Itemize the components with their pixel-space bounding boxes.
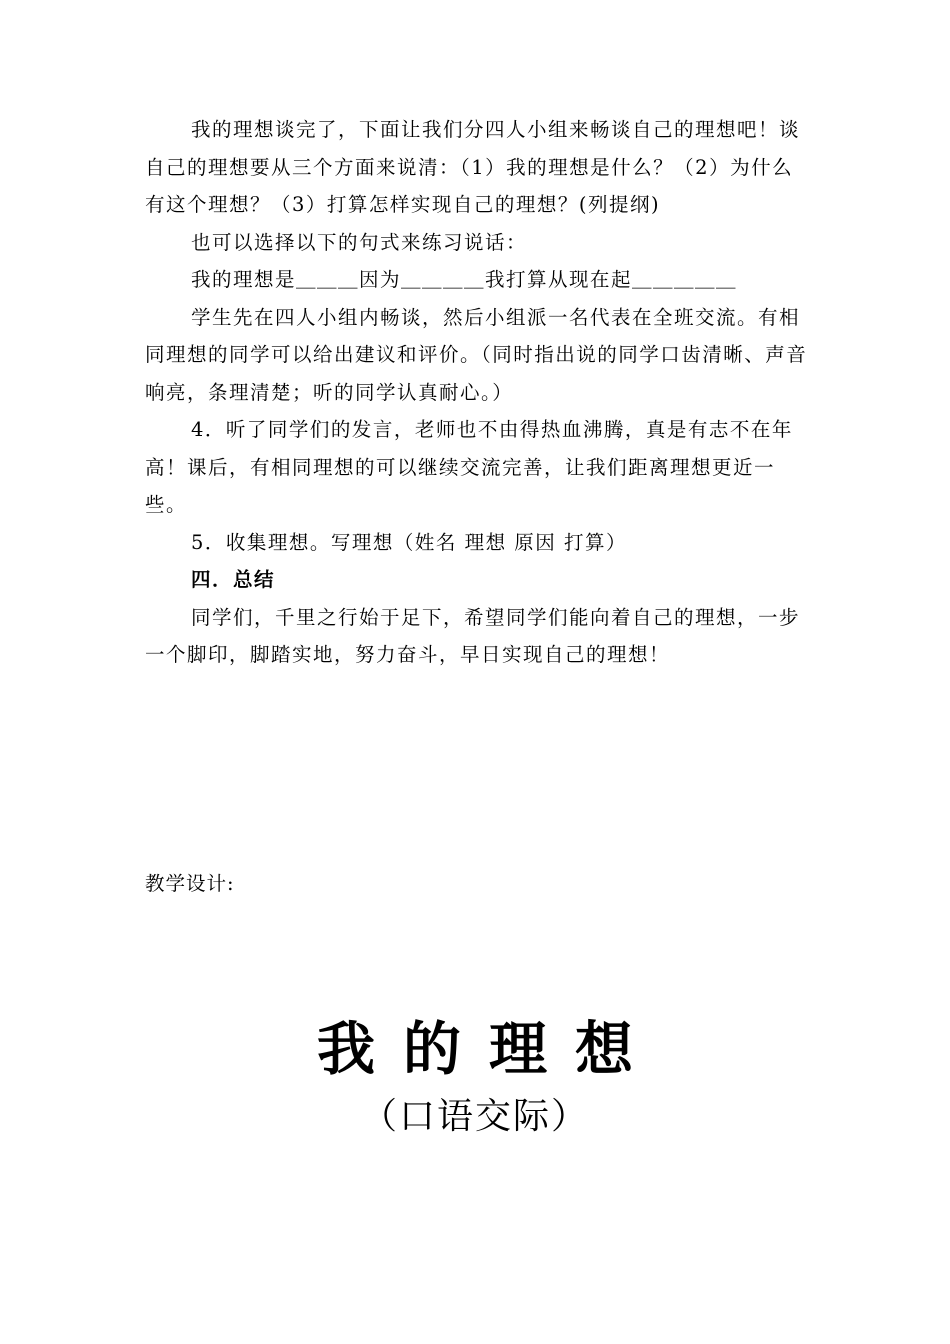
paragraph-group-exchange: 学生先在四人小组内畅谈，然后小组派一名代表在全班交流。有相同理想的同学可以给出建议和评价。（同时指出说的同学口齿清晰、声音响亮，条理清楚；听的同学认真耐心。）	[145, 305, 808, 404]
paragraph-summary: 同学们，千里之行始于足下，希望同学们能向着自己的理想，一步一个脚印，脚踏实地，努力奋斗，早日实现自己的理想！	[145, 605, 801, 666]
page-subtitle: （口语交际）	[360, 1096, 589, 1137]
paragraph-discussion-intro: 我的理想谈完了，下面让我们分四人小组来畅谈自己的理想吧！谈自己的理想要从三个方面来说清：（1）我的理想是什么？（2）为什么有这个理想？（3）打算怎样实现自己的理想？(列提纲)	[145, 118, 801, 216]
paragraph-teacher-response: 4．听了同学们的发言，老师也不由得热血沸腾，真是有志不在年高！课后，有相同理想的可以继续交流完善，让我们距离理想更近一些。	[145, 418, 793, 516]
paragraph-sentence-pattern: 我的理想是＿＿＿因为＿＿＿＿我打算从现在起＿＿＿＿＿	[191, 268, 738, 291]
paragraph-sentence-pattern-intro: 也可以选择以下的句式来练习说话：	[191, 230, 528, 254]
paragraph-collect-ideals: 5．收集理想。写理想（姓名 理想 原因 打算）	[191, 530, 628, 554]
teaching-design-label: 教学设计:	[145, 872, 235, 895]
section-heading-summary: 四．总结	[191, 568, 276, 591]
body-text	[145, 111, 810, 674]
page-title: 我的理想	[316, 1015, 661, 1083]
